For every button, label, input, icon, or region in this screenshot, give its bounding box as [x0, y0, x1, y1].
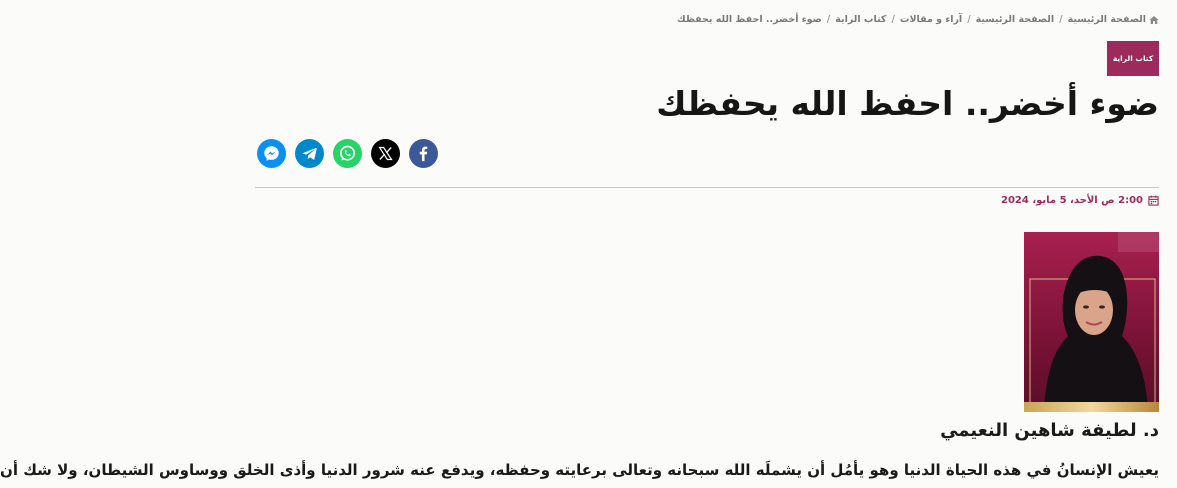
- author-photo: [1024, 232, 1159, 412]
- home-icon[interactable]: [1149, 15, 1159, 25]
- messenger-share-button[interactable]: [257, 139, 286, 168]
- facebook-icon: [415, 145, 432, 162]
- breadcrumb-separator: /: [967, 14, 971, 25]
- breadcrumb-opinions-link[interactable]: آراء و مقالات: [899, 14, 963, 25]
- article-body: يعيش الإنسانُ في هذه الحياة الدنيا وهو يأمُل أن يشملَه الله سبحانه وتعالى برعايته وحفظه، ويدفع عنه شرور الدنيا وأذى الخلق ووساوس الشيطان، ولا شك أن: [0, 461, 1159, 479]
- publish-date: [1001, 195, 1159, 206]
- facebook-share-button[interactable]: [409, 139, 438, 168]
- x-share-button[interactable]: [371, 139, 400, 168]
- date-text: 2:00 ص الأحد، 5 مايو، 2024: [1001, 195, 1143, 206]
- calendar-icon: [1148, 195, 1159, 206]
- breadcrumb-home-link-2[interactable]: الصفحة الرئيسية: [975, 14, 1055, 25]
- category-badge[interactable]: كتاب الراية: [1107, 41, 1159, 76]
- share-buttons: [257, 139, 438, 168]
- article-title: ضوء أخضر.. احفظ الله يحفظك: [656, 84, 1159, 123]
- breadcrumb-current: ضوء أخضر.. احفظ الله يحفظك: [677, 14, 822, 25]
- breadcrumb: [677, 14, 1159, 25]
- telegram-icon: [301, 145, 318, 162]
- breadcrumb-home-link[interactable]: الصفحة الرئيسية: [1067, 14, 1146, 25]
- author-portrait: [1024, 232, 1159, 412]
- breadcrumb-separator: /: [826, 14, 831, 25]
- breadcrumb-writers-link[interactable]: كتاب الراية: [835, 14, 887, 25]
- breadcrumb-separator: /: [1059, 14, 1063, 25]
- x-icon: [378, 146, 393, 161]
- divider: [255, 187, 1159, 188]
- messenger-icon: [263, 145, 280, 162]
- whatsapp-share-button[interactable]: [333, 139, 362, 168]
- breadcrumb-separator: /: [891, 14, 895, 25]
- whatsapp-icon: [338, 144, 357, 163]
- author-name[interactable]: د. لطيفة شاهين النعيمي: [940, 420, 1159, 441]
- telegram-share-button[interactable]: [295, 139, 324, 168]
